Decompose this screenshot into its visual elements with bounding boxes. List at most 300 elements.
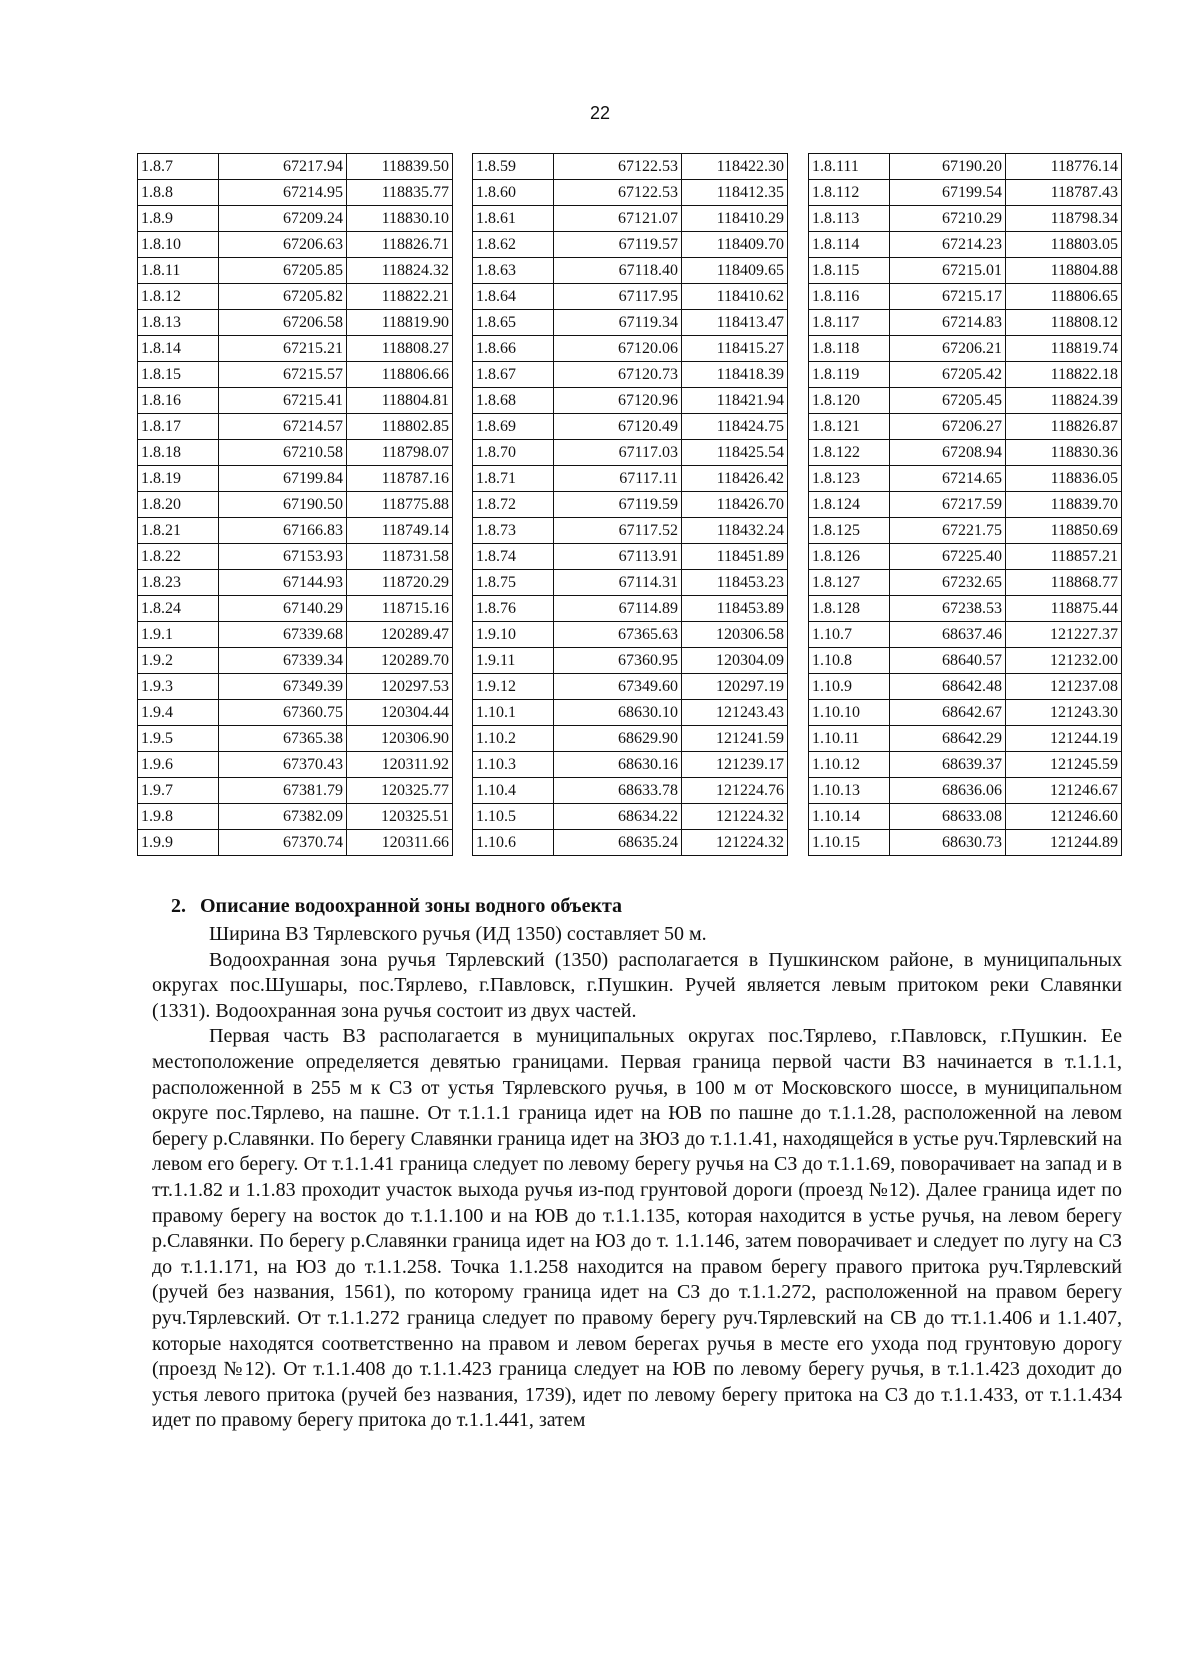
x-coordinate-cell: 67205.82 <box>219 284 347 310</box>
paragraph-first-part: Первая часть ВЗ располагается в муниципальных округах пос.Тярлево, г.Павловск, г.Пушкин. Ее местоположение определяется девятью границами. Первая граница первой части ВЗ начинается в т.1.1.1, расположенной в 255 м к СЗ от устья Тярлевского ручья, в 100 м от Московского шоссе, в муниципальном округе пос.Тярлево, на пашне. От т.1.1.1 граница идет на ЮВ по пашне до т.1.1.28, расположенной на левом берегу р.Славянки. По берегу Славянки граница идет на ЗЮЗ до т.1.1.41, находящейся в устье руч.Тярлевский на левом его берегу. От т.1.1.41 граница следует по левому берегу ручья на СЗ до т.1.1.69, поворачивает на запад и в тт.1.1.82 и 1.1.83 проходит участок выхода ручья из-под грунтовой дороги (проезд №12). Далее граница идет по правому берегу на восток до т.1.1.100 и на ЮВ до т.1.1.135, которая находится в устье ручья, на левом берегу р.Славянки. По берегу р.Славянки граница идет на ЮЗ до т. 1.1.146, затем поворачивает и следует по лугу на СЗ до т.1.1.171, на ЮЗ до т.1.1.258. Точка 1.1.258 находится на правом берегу правого притока руч.Тярлевский (ручей без названия, 1561), по которому граница идет на СЗ до т.1.1.272, расположенной на правом берегу руч.Тярлевский. От т.1.1.272 граница следует по правому берегу руч.Тярлевский на СВ до тт.1.1.406 и 1.1.407, которые находятся соответственно на правом и левом берегах ручья в месте его ухода под грунтовую дорогу (проезд №12). От т.1.1.408 до т.1.1.423 граница следует на ЮВ по левому берегу ручья, в т.1.1.423 доходит до устья левого притока (ручей без названия, 1739), идет по левому берегу притока на СЗ до т.1.1.433, от т.1.1.434 идет по правому берегу притока до т.1.1.441, затем <box>152 1025 1122 1432</box>
table-row <box>809 336 1122 362</box>
point-id-cell: 1.8.62 <box>473 232 554 258</box>
y-coordinate-cell: 118410.29 <box>682 206 788 232</box>
point-id-cell: 1.8.73 <box>473 518 554 544</box>
y-coordinate-cell: 118798.07 <box>347 440 453 466</box>
x-coordinate-cell: 67117.11 <box>554 466 682 492</box>
table-row <box>473 752 788 778</box>
y-coordinate-cell: 118410.62 <box>682 284 788 310</box>
y-coordinate-cell: 118421.94 <box>682 388 788 414</box>
point-id-cell: 1.8.8 <box>138 180 219 206</box>
y-coordinate-cell: 118830.10 <box>347 206 453 232</box>
point-id-cell: 1.8.128 <box>809 596 890 622</box>
y-coordinate-cell: 118826.87 <box>1006 414 1122 440</box>
y-coordinate-cell: 118830.36 <box>1006 440 1122 466</box>
x-coordinate-cell: 67225.40 <box>890 544 1006 570</box>
y-coordinate-cell: 121243.43 <box>682 700 788 726</box>
point-id-cell: 1.8.61 <box>473 206 554 232</box>
y-coordinate-cell: 120304.09 <box>682 648 788 674</box>
y-coordinate-cell: 118875.44 <box>1006 596 1122 622</box>
y-coordinate-cell: 118804.88 <box>1006 258 1122 284</box>
point-id-cell: 1.9.10 <box>473 622 554 648</box>
y-coordinate-cell: 121246.67 <box>1006 778 1122 804</box>
x-coordinate-cell: 67215.41 <box>219 388 347 414</box>
section-title: Описание водоохранной зоны водного объекта <box>200 895 623 917</box>
point-id-cell: 1.8.14 <box>138 336 219 362</box>
point-id-cell: 1.8.24 <box>138 596 219 622</box>
x-coordinate-cell: 67117.95 <box>554 284 682 310</box>
point-id-cell: 1.10.12 <box>809 752 890 778</box>
table-row <box>809 674 1122 700</box>
point-id-cell: 1.8.13 <box>138 310 219 336</box>
x-coordinate-cell: 67113.91 <box>554 544 682 570</box>
table-row <box>473 388 788 414</box>
x-coordinate-cell: 67365.63 <box>554 622 682 648</box>
point-id-cell: 1.9.4 <box>138 700 219 726</box>
table-row <box>473 440 788 466</box>
y-coordinate-cell: 120325.77 <box>347 778 453 804</box>
x-coordinate-cell: 67217.59 <box>890 492 1006 518</box>
x-coordinate-cell: 67114.31 <box>554 570 682 596</box>
y-coordinate-cell: 118776.14 <box>1006 154 1122 180</box>
table-row <box>473 830 788 856</box>
point-id-cell: 1.8.20 <box>138 492 219 518</box>
point-id-cell: 1.8.10 <box>138 232 219 258</box>
table-row <box>138 726 453 752</box>
table-row <box>473 596 788 622</box>
y-coordinate-cell: 121224.32 <box>682 804 788 830</box>
table-row <box>473 778 788 804</box>
table-row <box>473 492 788 518</box>
x-coordinate-cell: 67206.21 <box>890 336 1006 362</box>
coordinates-table-2 <box>472 153 788 856</box>
point-id-cell: 1.10.7 <box>809 622 890 648</box>
table-row <box>473 518 788 544</box>
table-row <box>473 414 788 440</box>
y-coordinate-cell: 118808.12 <box>1006 310 1122 336</box>
y-coordinate-cell: 118839.70 <box>1006 492 1122 518</box>
y-coordinate-cell: 118453.89 <box>682 596 788 622</box>
table-row <box>809 570 1122 596</box>
x-coordinate-cell: 67114.89 <box>554 596 682 622</box>
point-id-cell: 1.8.68 <box>473 388 554 414</box>
y-coordinate-cell: 121246.60 <box>1006 804 1122 830</box>
table-row <box>809 518 1122 544</box>
x-coordinate-cell: 67206.58 <box>219 310 347 336</box>
table-row <box>138 362 453 388</box>
x-coordinate-cell: 68630.73 <box>890 830 1006 856</box>
y-coordinate-cell: 118749.14 <box>347 518 453 544</box>
table-row <box>809 310 1122 336</box>
point-id-cell: 1.10.3 <box>473 752 554 778</box>
point-id-cell: 1.8.65 <box>473 310 554 336</box>
x-coordinate-cell: 67210.29 <box>890 206 1006 232</box>
y-coordinate-cell: 118822.21 <box>347 284 453 310</box>
table-row <box>138 648 453 674</box>
y-coordinate-cell: 120297.53 <box>347 674 453 700</box>
table-row <box>473 232 788 258</box>
section-number: 2. <box>171 895 186 917</box>
y-coordinate-cell: 118453.23 <box>682 570 788 596</box>
y-coordinate-cell: 118415.27 <box>682 336 788 362</box>
y-coordinate-cell: 118798.34 <box>1006 206 1122 232</box>
x-coordinate-cell: 67119.57 <box>554 232 682 258</box>
y-coordinate-cell: 118451.89 <box>682 544 788 570</box>
x-coordinate-cell: 68640.57 <box>890 648 1006 674</box>
x-coordinate-cell: 67190.50 <box>219 492 347 518</box>
point-id-cell: 1.8.118 <box>809 336 890 362</box>
y-coordinate-cell: 118432.24 <box>682 518 788 544</box>
point-id-cell: 1.9.8 <box>138 804 219 830</box>
table-row <box>138 284 453 310</box>
table-row <box>809 284 1122 310</box>
table-row <box>138 596 453 622</box>
table-row <box>138 440 453 466</box>
table-row <box>809 180 1122 206</box>
point-id-cell: 1.8.123 <box>809 466 890 492</box>
x-coordinate-cell: 68629.90 <box>554 726 682 752</box>
table-row <box>473 336 788 362</box>
y-coordinate-cell: 118424.75 <box>682 414 788 440</box>
table-row <box>138 830 453 856</box>
x-coordinate-cell: 67117.03 <box>554 440 682 466</box>
point-id-cell: 1.8.22 <box>138 544 219 570</box>
x-coordinate-cell: 67121.07 <box>554 206 682 232</box>
point-id-cell: 1.10.8 <box>809 648 890 674</box>
x-coordinate-cell: 67205.45 <box>890 388 1006 414</box>
table-row <box>138 336 453 362</box>
y-coordinate-cell: 120325.51 <box>347 804 453 830</box>
point-id-cell: 1.10.1 <box>473 700 554 726</box>
table-row <box>473 180 788 206</box>
y-coordinate-cell: 118826.71 <box>347 232 453 258</box>
table-row <box>138 414 453 440</box>
x-coordinate-cell: 68636.06 <box>890 778 1006 804</box>
x-coordinate-cell: 67214.83 <box>890 310 1006 336</box>
point-id-cell: 1.8.23 <box>138 570 219 596</box>
x-coordinate-cell: 67190.20 <box>890 154 1006 180</box>
table-row <box>809 622 1122 648</box>
table-row <box>473 726 788 752</box>
y-coordinate-cell: 121243.30 <box>1006 700 1122 726</box>
table-row <box>473 466 788 492</box>
point-id-cell: 1.9.6 <box>138 752 219 778</box>
table-row <box>473 674 788 700</box>
point-id-cell: 1.8.72 <box>473 492 554 518</box>
table-row <box>809 362 1122 388</box>
x-coordinate-cell: 67199.54 <box>890 180 1006 206</box>
x-coordinate-cell: 67215.01 <box>890 258 1006 284</box>
y-coordinate-cell: 118850.69 <box>1006 518 1122 544</box>
y-coordinate-cell: 121224.76 <box>682 778 788 804</box>
y-coordinate-cell: 118804.81 <box>347 388 453 414</box>
y-coordinate-cell: 118824.32 <box>347 258 453 284</box>
x-coordinate-cell: 67144.93 <box>219 570 347 596</box>
table-row <box>473 622 788 648</box>
table-row <box>809 752 1122 778</box>
table-row <box>809 440 1122 466</box>
y-coordinate-cell: 121232.00 <box>1006 648 1122 674</box>
point-id-cell: 1.8.116 <box>809 284 890 310</box>
x-coordinate-cell: 67210.58 <box>219 440 347 466</box>
table-row <box>809 596 1122 622</box>
y-coordinate-cell: 118720.29 <box>347 570 453 596</box>
point-id-cell: 1.8.11 <box>138 258 219 284</box>
table-row <box>809 206 1122 232</box>
section-heading <box>171 893 1122 919</box>
paragraph-location: Водоохранная зона ручья Тярлевский (1350) располагается в Пушкинском районе, в муниципальных округах пос.Шушары, пос.Тярлево, г.Павловск, г.Пушкин. Ручей является левым притоком реки Славянки (1331). Водоохранная зона ручья состоит из двух частей. <box>152 948 1122 1022</box>
y-coordinate-cell: 118808.27 <box>347 336 453 362</box>
table-row <box>138 700 453 726</box>
y-coordinate-cell: 121245.59 <box>1006 752 1122 778</box>
point-id-cell: 1.8.122 <box>809 440 890 466</box>
table-row <box>809 544 1122 570</box>
table-row <box>138 206 453 232</box>
point-id-cell: 1.9.2 <box>138 648 219 674</box>
y-coordinate-cell: 121239.17 <box>682 752 788 778</box>
y-coordinate-cell: 118857.21 <box>1006 544 1122 570</box>
point-id-cell: 1.8.59 <box>473 154 554 180</box>
point-id-cell: 1.9.9 <box>138 830 219 856</box>
point-id-cell: 1.10.10 <box>809 700 890 726</box>
point-id-cell: 1.8.112 <box>809 180 890 206</box>
point-id-cell: 1.10.15 <box>809 830 890 856</box>
y-coordinate-cell: 120306.90 <box>347 726 453 752</box>
x-coordinate-cell: 67205.85 <box>219 258 347 284</box>
table-row <box>809 726 1122 752</box>
x-coordinate-cell: 67339.68 <box>219 622 347 648</box>
x-coordinate-cell: 67382.09 <box>219 804 347 830</box>
table-row <box>138 752 453 778</box>
table-row <box>809 154 1122 180</box>
point-id-cell: 1.9.1 <box>138 622 219 648</box>
point-id-cell: 1.8.124 <box>809 492 890 518</box>
y-coordinate-cell: 118819.90 <box>347 310 453 336</box>
table-row <box>138 622 453 648</box>
x-coordinate-cell: 67166.83 <box>219 518 347 544</box>
table-row <box>138 154 453 180</box>
point-id-cell: 1.8.66 <box>473 336 554 362</box>
point-id-cell: 1.10.2 <box>473 726 554 752</box>
table-row <box>473 206 788 232</box>
x-coordinate-cell: 67117.52 <box>554 518 682 544</box>
x-coordinate-cell: 67122.53 <box>554 154 682 180</box>
x-coordinate-cell: 67208.94 <box>890 440 1006 466</box>
point-id-cell: 1.9.12 <box>473 674 554 700</box>
x-coordinate-cell: 67120.73 <box>554 362 682 388</box>
y-coordinate-cell: 120304.44 <box>347 700 453 726</box>
table-row <box>138 804 453 830</box>
table-row <box>473 570 788 596</box>
x-coordinate-cell: 67349.60 <box>554 674 682 700</box>
point-id-cell: 1.8.126 <box>809 544 890 570</box>
point-id-cell: 1.10.4 <box>473 778 554 804</box>
point-id-cell: 1.8.119 <box>809 362 890 388</box>
coordinates-table-1 <box>137 153 453 856</box>
point-id-cell: 1.10.11 <box>809 726 890 752</box>
y-coordinate-cell: 118412.35 <box>682 180 788 206</box>
table-row <box>809 466 1122 492</box>
y-coordinate-cell: 118835.77 <box>347 180 453 206</box>
point-id-cell: 1.8.70 <box>473 440 554 466</box>
point-id-cell: 1.8.16 <box>138 388 219 414</box>
x-coordinate-cell: 67120.06 <box>554 336 682 362</box>
x-coordinate-cell: 67140.29 <box>219 596 347 622</box>
point-id-cell: 1.9.11 <box>473 648 554 674</box>
point-id-cell: 1.9.5 <box>138 726 219 752</box>
y-coordinate-cell: 118822.18 <box>1006 362 1122 388</box>
y-coordinate-cell: 118787.16 <box>347 466 453 492</box>
coordinates-table-3 <box>808 153 1122 856</box>
table-row <box>138 492 453 518</box>
table-row <box>809 804 1122 830</box>
x-coordinate-cell: 68630.10 <box>554 700 682 726</box>
y-coordinate-cell: 118426.70 <box>682 492 788 518</box>
table-row <box>809 700 1122 726</box>
y-coordinate-cell: 120289.47 <box>347 622 453 648</box>
table-row <box>809 258 1122 284</box>
x-coordinate-cell: 67119.59 <box>554 492 682 518</box>
table-row <box>473 648 788 674</box>
point-id-cell: 1.8.18 <box>138 440 219 466</box>
table-row <box>473 362 788 388</box>
point-id-cell: 1.8.19 <box>138 466 219 492</box>
table-row <box>809 830 1122 856</box>
x-coordinate-cell: 67365.38 <box>219 726 347 752</box>
point-id-cell: 1.8.111 <box>809 154 890 180</box>
table-row <box>809 414 1122 440</box>
point-id-cell: 1.8.114 <box>809 232 890 258</box>
x-coordinate-cell: 67206.27 <box>890 414 1006 440</box>
point-id-cell: 1.8.120 <box>809 388 890 414</box>
point-id-cell: 1.10.9 <box>809 674 890 700</box>
table-row <box>138 518 453 544</box>
table-row <box>138 388 453 414</box>
y-coordinate-cell: 121244.89 <box>1006 830 1122 856</box>
x-coordinate-cell: 68639.37 <box>890 752 1006 778</box>
point-id-cell: 1.8.125 <box>809 518 890 544</box>
point-id-cell: 1.8.74 <box>473 544 554 570</box>
table-row <box>473 544 788 570</box>
x-coordinate-cell: 68634.22 <box>554 804 682 830</box>
table-row <box>138 674 453 700</box>
paragraph-width: Ширина ВЗ Тярлевского ручья (ИД 1350) составляет 50 м. <box>209 923 707 945</box>
point-id-cell: 1.8.60 <box>473 180 554 206</box>
point-id-cell: 1.10.13 <box>809 778 890 804</box>
x-coordinate-cell: 67153.93 <box>219 544 347 570</box>
x-coordinate-cell: 67370.43 <box>219 752 347 778</box>
x-coordinate-cell: 67238.53 <box>890 596 1006 622</box>
x-coordinate-cell: 67199.84 <box>219 466 347 492</box>
y-coordinate-cell: 120306.58 <box>682 622 788 648</box>
table-row <box>138 232 453 258</box>
x-coordinate-cell: 67214.95 <box>219 180 347 206</box>
point-id-cell: 1.9.7 <box>138 778 219 804</box>
x-coordinate-cell: 67122.53 <box>554 180 682 206</box>
point-id-cell: 1.8.117 <box>809 310 890 336</box>
page-number: 22 <box>589 103 611 123</box>
y-coordinate-cell: 118824.39 <box>1006 388 1122 414</box>
x-coordinate-cell: 67339.34 <box>219 648 347 674</box>
table-row <box>809 492 1122 518</box>
x-coordinate-cell: 67349.39 <box>219 674 347 700</box>
table-row <box>809 648 1122 674</box>
table-row <box>473 700 788 726</box>
x-coordinate-cell: 67214.65 <box>890 466 1006 492</box>
y-coordinate-cell: 118806.66 <box>347 362 453 388</box>
y-coordinate-cell: 118775.88 <box>347 492 453 518</box>
x-coordinate-cell: 67215.17 <box>890 284 1006 310</box>
y-coordinate-cell: 121244.19 <box>1006 726 1122 752</box>
x-coordinate-cell: 67215.21 <box>219 336 347 362</box>
x-coordinate-cell: 67215.57 <box>219 362 347 388</box>
x-coordinate-cell: 68635.24 <box>554 830 682 856</box>
y-coordinate-cell: 120311.92 <box>347 752 453 778</box>
x-coordinate-cell: 67206.63 <box>219 232 347 258</box>
point-id-cell: 1.10.14 <box>809 804 890 830</box>
x-coordinate-cell: 67232.65 <box>890 570 1006 596</box>
point-id-cell: 1.9.3 <box>138 674 219 700</box>
point-id-cell: 1.8.115 <box>809 258 890 284</box>
y-coordinate-cell: 118836.05 <box>1006 466 1122 492</box>
table-row <box>809 778 1122 804</box>
point-id-cell: 1.8.75 <box>473 570 554 596</box>
x-coordinate-cell: 67214.57 <box>219 414 347 440</box>
y-coordinate-cell: 120297.19 <box>682 674 788 700</box>
y-coordinate-cell: 118418.39 <box>682 362 788 388</box>
y-coordinate-cell: 118715.16 <box>347 596 453 622</box>
x-coordinate-cell: 68642.48 <box>890 674 1006 700</box>
y-coordinate-cell: 121237.08 <box>1006 674 1122 700</box>
table-row <box>473 804 788 830</box>
table-row <box>138 310 453 336</box>
table-row <box>138 778 453 804</box>
y-coordinate-cell: 118806.65 <box>1006 284 1122 310</box>
y-coordinate-cell: 118803.05 <box>1006 232 1122 258</box>
x-coordinate-cell: 67214.23 <box>890 232 1006 258</box>
y-coordinate-cell: 118422.30 <box>682 154 788 180</box>
y-coordinate-cell: 118413.47 <box>682 310 788 336</box>
x-coordinate-cell: 67120.49 <box>554 414 682 440</box>
point-id-cell: 1.8.67 <box>473 362 554 388</box>
point-id-cell: 1.8.71 <box>473 466 554 492</box>
x-coordinate-cell: 67120.96 <box>554 388 682 414</box>
point-id-cell: 1.8.15 <box>138 362 219 388</box>
x-coordinate-cell: 68633.78 <box>554 778 682 804</box>
point-id-cell: 1.8.113 <box>809 206 890 232</box>
x-coordinate-cell: 67381.79 <box>219 778 347 804</box>
x-coordinate-cell: 67370.74 <box>219 830 347 856</box>
table-row <box>473 284 788 310</box>
point-id-cell: 1.8.7 <box>138 154 219 180</box>
x-coordinate-cell: 67360.75 <box>219 700 347 726</box>
y-coordinate-cell: 118409.65 <box>682 258 788 284</box>
x-coordinate-cell: 67360.95 <box>554 648 682 674</box>
point-id-cell: 1.8.63 <box>473 258 554 284</box>
table-row <box>138 180 453 206</box>
y-coordinate-cell: 121227.37 <box>1006 622 1122 648</box>
table-row <box>809 232 1122 258</box>
x-coordinate-cell: 67221.75 <box>890 518 1006 544</box>
y-coordinate-cell: 118787.43 <box>1006 180 1122 206</box>
table-row <box>809 388 1122 414</box>
point-id-cell: 1.8.21 <box>138 518 219 544</box>
y-coordinate-cell: 118731.58 <box>347 544 453 570</box>
point-id-cell: 1.8.127 <box>809 570 890 596</box>
x-coordinate-cell: 67118.40 <box>554 258 682 284</box>
point-id-cell: 1.8.9 <box>138 206 219 232</box>
y-coordinate-cell: 121224.32 <box>682 830 788 856</box>
